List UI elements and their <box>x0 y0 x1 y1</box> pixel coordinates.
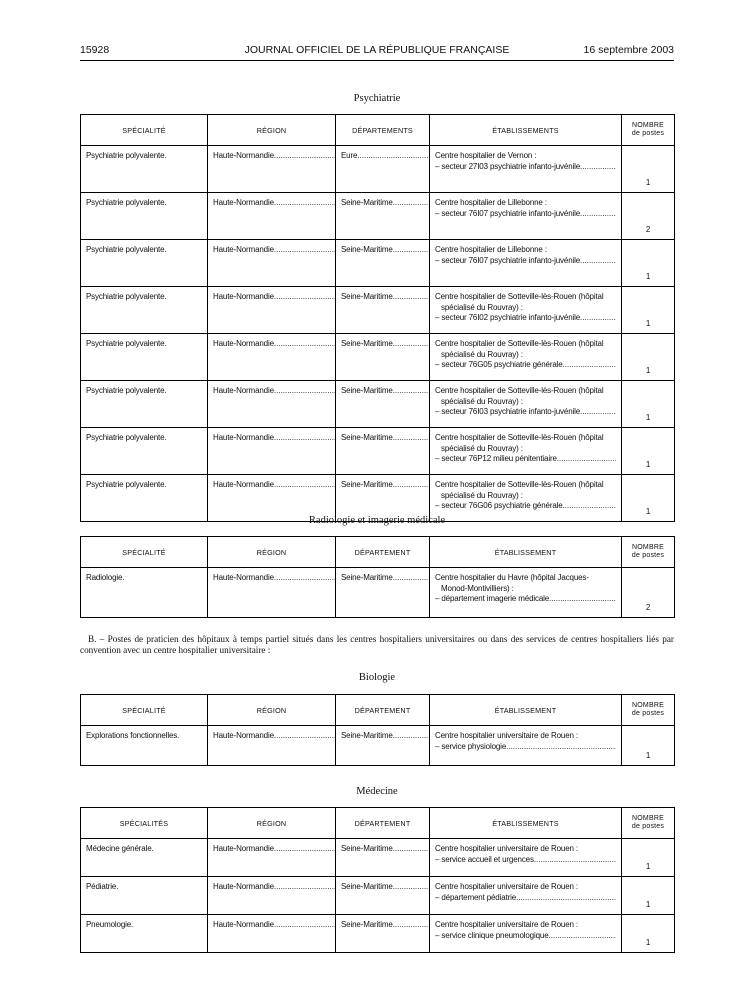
cell-departement-text: Seine-Maritime ..... <box>341 339 430 348</box>
cell-nombre: 1 <box>622 726 675 766</box>
cell-region-text: Haute-Normandie ..... <box>213 433 336 442</box>
etablissement-line: spécialisé du Rouvray) : <box>441 490 523 500</box>
cell-departement <box>336 193 430 240</box>
cell-region <box>208 381 336 428</box>
cell-departement-text: Seine-Maritime ..... <box>341 245 430 254</box>
etablissement-line: Centre hospitalier de Lillebonne : <box>435 198 547 207</box>
cell-specialite: Explorations fonctionnelles. <box>81 726 208 766</box>
etablissement-line: spécialisé du Rouvray) : <box>441 349 523 359</box>
cell-departement <box>336 381 430 428</box>
col-header-etablissements: ÉTABLISSEMENTS <box>430 115 622 146</box>
col-header-nombre-label: NOMBRE <box>632 122 664 129</box>
etablissement-line: spécialisé du Rouvray) : <box>441 302 523 312</box>
col-header-nombre <box>622 695 675 726</box>
cell-departement <box>336 240 430 287</box>
cell-departement-text: Eure ..... <box>341 151 430 160</box>
cell-departement-text: Seine-Maritime ..... <box>341 920 430 929</box>
col-header-specialite: SPÉCIALITÉ <box>81 115 208 146</box>
page-number: 15928 <box>80 44 110 56</box>
col-header-nombre <box>622 808 675 839</box>
cell-departement-text: Seine-Maritime ..... <box>341 844 430 853</box>
table-row <box>81 877 675 915</box>
table-header <box>81 808 675 839</box>
cell-departement <box>336 568 430 618</box>
cell-nombre: 1 <box>622 877 675 915</box>
cell-region-text: Haute-Normandie ..... <box>213 480 336 489</box>
col-header-specialite: SPÉCIALITÉS <box>81 808 208 839</box>
etablissement-line: Centre hospitalier de Sotteville-lès-Rouen (hôpital <box>435 339 604 348</box>
cell-etablissement <box>430 334 622 381</box>
cell-region <box>208 877 336 915</box>
table-row <box>81 193 675 240</box>
col-header-departements: DÉPARTEMENT <box>336 695 430 726</box>
table-row <box>81 381 675 428</box>
col-header-etablissements: ÉTABLISSEMENTS <box>430 808 622 839</box>
table-radiologie <box>80 536 675 618</box>
cell-departement-text: Seine-Maritime ..... <box>341 480 430 489</box>
table-header <box>81 537 675 568</box>
cell-region-text: Haute-Normandie ..... <box>213 844 336 853</box>
table-header <box>81 695 675 726</box>
etablissement-line: – département pédiatrie ..... <box>435 893 616 904</box>
col-header-region: RÉGION <box>208 115 336 146</box>
table-row <box>81 428 675 475</box>
cell-nombre: 1 <box>622 381 675 428</box>
etablissement-line: Centre hospitalier de Lillebonne : <box>435 245 547 254</box>
cell-specialite: Radiologie. <box>81 568 208 618</box>
cell-region <box>208 726 336 766</box>
section-title-radiologie: Radiologie et imagerie médicale <box>308 515 446 526</box>
etablissement-line: – service accueil et urgences ..... <box>435 855 616 866</box>
cell-region <box>208 287 336 334</box>
table-row <box>81 240 675 287</box>
etablissement-line: – secteur 76G05 psychiatrie générale ..... <box>435 360 616 371</box>
cell-specialite: Psychiatrie polyvalente. <box>81 334 208 381</box>
etablissement-line: Centre hospitalier de Sotteville-lès-Rouen (hôpital <box>435 292 604 301</box>
cell-specialite: Psychiatrie polyvalente. <box>81 240 208 287</box>
cell-nombre: 1 <box>622 334 675 381</box>
cell-departement <box>336 726 430 766</box>
cell-region-text: Haute-Normandie ..... <box>213 198 336 207</box>
cell-etablissement <box>430 839 622 877</box>
cell-specialite: Psychiatrie polyvalente. <box>81 381 208 428</box>
cell-specialite: Médecine générale. <box>81 839 208 877</box>
page-header <box>80 44 674 58</box>
section-title-medecine: Médecine <box>356 786 398 797</box>
etablissement-line: – secteur 76I07 psychiatrie infanto-juvénile ..... <box>435 256 616 267</box>
col-header-postes-label: de postes <box>631 130 665 137</box>
cell-region-text: Haute-Normandie ..... <box>213 882 336 891</box>
cell-etablissement <box>430 381 622 428</box>
cell-etablissement <box>430 240 622 287</box>
col-header-departements: DÉPARTEMENT <box>336 537 430 568</box>
cell-specialite: Pneumologie. <box>81 915 208 953</box>
cell-departement-text: Seine-Maritime ..... <box>341 386 430 395</box>
etablissement-line: Monod-Montivilliers) : <box>441 583 514 593</box>
cell-departement <box>336 915 430 953</box>
cell-nombre: 1 <box>622 915 675 953</box>
cell-departement-text: Seine-Maritime ..... <box>341 731 430 740</box>
cell-region-text: Haute-Normandie ..... <box>213 386 336 395</box>
etablissement-line: – service clinique pneumologique ..... <box>435 931 616 942</box>
table-medecine <box>80 807 675 953</box>
col-header-etablissements: ÉTABLISSEMENT <box>430 695 622 726</box>
col-header-nombre-label: NOMBRE <box>632 544 664 551</box>
cell-nombre: 2 <box>622 568 675 618</box>
cell-departement-text: Seine-Maritime ..... <box>341 882 430 891</box>
col-header-nombre-label: NOMBRE <box>632 702 664 709</box>
cell-specialite: Psychiatrie polyvalente. <box>81 475 208 522</box>
cell-etablissement <box>430 877 622 915</box>
cell-region-text: Haute-Normandie ..... <box>213 339 336 348</box>
table-biologie <box>80 694 675 766</box>
journal-title: JOURNAL OFFICIEL DE LA RÉPUBLIQUE FRANÇAISE <box>244 44 510 56</box>
etablissement-line: – secteur 27I03 psychiatrie infanto-juvénile ..... <box>435 162 616 173</box>
etablissement-line: Centre hospitalier universitaire de Rouen : <box>435 844 578 853</box>
cell-nombre: 1 <box>622 428 675 475</box>
etablissement-line: Centre hospitalier de Sotteville-lès-Rouen (hôpital <box>435 480 604 489</box>
etablissement-line: – secteur 76I07 psychiatrie infanto-juvénile ..... <box>435 209 616 220</box>
cell-etablissement <box>430 726 622 766</box>
cell-specialite: Psychiatrie polyvalente. <box>81 428 208 475</box>
cell-etablissement <box>430 428 622 475</box>
col-header-departements: DÉPARTEMENT <box>336 808 430 839</box>
etablissement-line: spécialisé du Rouvray) : <box>441 443 523 453</box>
cell-specialite: Psychiatrie polyvalente. <box>81 287 208 334</box>
cell-etablissement <box>430 193 622 240</box>
cell-region <box>208 146 336 193</box>
cell-region-text: Haute-Normandie ..... <box>213 245 336 254</box>
etablissement-line: Centre hospitalier universitaire de Rouen : <box>435 920 578 929</box>
table-row <box>81 146 675 193</box>
cell-departement <box>336 146 430 193</box>
etablissement-line: Centre hospitalier de Sotteville-lès-Rouen (hôpital <box>435 386 604 395</box>
cell-etablissement <box>430 146 622 193</box>
section-title-psychiatrie: Psychiatrie <box>353 93 401 104</box>
col-header-departements: DÉPARTEMENTS <box>336 115 430 146</box>
cell-departement-text: Seine-Maritime ..... <box>341 292 430 301</box>
col-header-region: RÉGION <box>208 808 336 839</box>
col-header-nombre <box>622 537 675 568</box>
etablissement-line: – service physiologie ..... <box>435 742 616 753</box>
etablissement-line: – secteur 76I03 psychiatrie infanto-juvénile ..... <box>435 407 616 418</box>
col-header-specialite: SPÉCIALITÉ <box>81 695 208 726</box>
cell-specialite: Psychiatrie polyvalente. <box>81 146 208 193</box>
cell-region-text: Haute-Normandie ..... <box>213 731 336 740</box>
col-header-region: RÉGION <box>208 695 336 726</box>
etablissement-line: – secteur 76I02 psychiatrie infanto-juvénile ..... <box>435 313 616 324</box>
etablissement-line: Centre hospitalier universitaire de Rouen : <box>435 731 578 740</box>
section-title-biologie: Biologie <box>358 672 396 683</box>
cell-departement-text: Seine-Maritime ..... <box>341 198 430 207</box>
cell-region <box>208 240 336 287</box>
table-header <box>81 115 675 146</box>
cell-region <box>208 915 336 953</box>
cell-nombre: 2 <box>622 193 675 240</box>
cell-specialite: Psychiatrie polyvalente. <box>81 193 208 240</box>
cell-region <box>208 568 336 618</box>
etablissement-line: – secteur 76P12 milieu pénitentiaire ..... <box>435 454 616 465</box>
cell-region <box>208 839 336 877</box>
table-row <box>81 568 675 618</box>
paragraph-b: B. – Postes de praticien des hôpitaux à temps partiel situés dans les centres hospitaliers universitaires ou dans des services de centres hospitaliers liés par convention avec un centre hospitalier universitaire : <box>80 634 674 655</box>
etablissement-line: Centre hospitalier universitaire de Rouen : <box>435 882 578 891</box>
col-header-nombre <box>622 115 675 146</box>
cell-nombre: 1 <box>622 287 675 334</box>
cell-departement-text: Seine-Maritime ..... <box>341 433 430 442</box>
table-row <box>81 726 675 766</box>
cell-region-text: Haute-Normandie ..... <box>213 920 336 929</box>
cell-departement <box>336 428 430 475</box>
col-header-postes-label: de postes <box>631 823 665 830</box>
cell-departement <box>336 839 430 877</box>
col-header-region: RÉGION <box>208 537 336 568</box>
table-psychiatrie <box>80 114 675 522</box>
etablissement-line: – département imagerie médicale ..... <box>435 594 616 605</box>
cell-specialite: Pédiatrie. <box>81 877 208 915</box>
cell-departement-text: Seine-Maritime ..... <box>341 573 430 582</box>
cell-departement <box>336 877 430 915</box>
cell-etablissement <box>430 915 622 953</box>
cell-region <box>208 334 336 381</box>
cell-nombre: 1 <box>622 240 675 287</box>
cell-region-text: Haute-Normandie ..... <box>213 151 336 160</box>
issue-date: 16 septembre 2003 <box>583 44 674 56</box>
cell-region-text: Haute-Normandie ..... <box>213 292 336 301</box>
etablissement-line: Centre hospitalier de Vernon : <box>435 151 537 160</box>
header-rule <box>80 60 674 61</box>
col-header-etablissements: ÉTABLISSEMENT <box>430 537 622 568</box>
cell-nombre: 1 <box>622 475 675 522</box>
col-header-specialite: SPÉCIALITÉ <box>81 537 208 568</box>
cell-etablissement <box>430 287 622 334</box>
cell-nombre: 1 <box>622 146 675 193</box>
col-header-postes-label: de postes <box>631 710 665 717</box>
cell-region <box>208 193 336 240</box>
table-row <box>81 839 675 877</box>
etablissement-line: Centre hospitalier du Havre (hôpital Jacques- <box>435 573 589 582</box>
cell-departement <box>336 287 430 334</box>
cell-departement <box>336 334 430 381</box>
table-row <box>81 915 675 953</box>
table-row <box>81 287 675 334</box>
col-header-postes-label: de postes <box>631 552 665 559</box>
etablissement-line: – secteur 76G06 psychiatrie générale ..... <box>435 501 616 512</box>
cell-nombre: 1 <box>622 839 675 877</box>
cell-region-text: Haute-Normandie ..... <box>213 573 336 582</box>
etablissement-line: spécialisé du Rouvray) : <box>441 396 523 406</box>
table-row <box>81 334 675 381</box>
cell-etablissement <box>430 568 622 618</box>
etablissement-line: Centre hospitalier de Sotteville-lès-Rouen (hôpital <box>435 433 604 442</box>
cell-region <box>208 428 336 475</box>
col-header-nombre-label: NOMBRE <box>632 815 664 822</box>
